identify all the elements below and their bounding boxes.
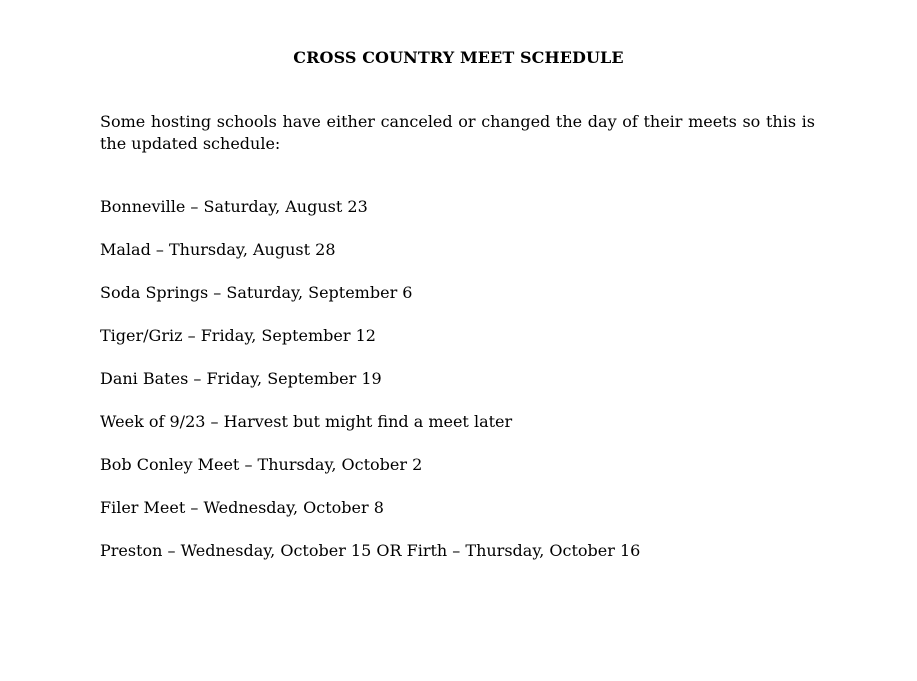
schedule-item: Bob Conley Meet – Thursday, October 2 (100, 455, 423, 474)
schedule-item: Preston – Wednesday, October 15 OR Firth – Thursday, October 16 (100, 541, 641, 560)
intro-paragraph: Some hosting schools have either canceled or changed the day of their meets so this is the updated schedule: (100, 112, 815, 153)
schedule-item: Filer Meet – Wednesday, October 8 (100, 498, 384, 517)
schedule-item: Week of 9/23 – Harvest but might find a meet later (100, 412, 513, 431)
meet-schedule-list (100, 196, 815, 583)
schedule-item: Malad – Thursday, August 28 (100, 240, 336, 259)
schedule-item: Bonneville – Saturday, August 23 (100, 197, 368, 216)
schedule-item: Dani Bates – Friday, September 19 (100, 369, 382, 388)
schedule-item: Soda Springs – Saturday, September 6 (100, 283, 413, 302)
document-title: CROSS COUNTRY MEET SCHEDULE (293, 48, 624, 67)
schedule-item: Tiger/Griz – Friday, September 12 (100, 326, 376, 345)
